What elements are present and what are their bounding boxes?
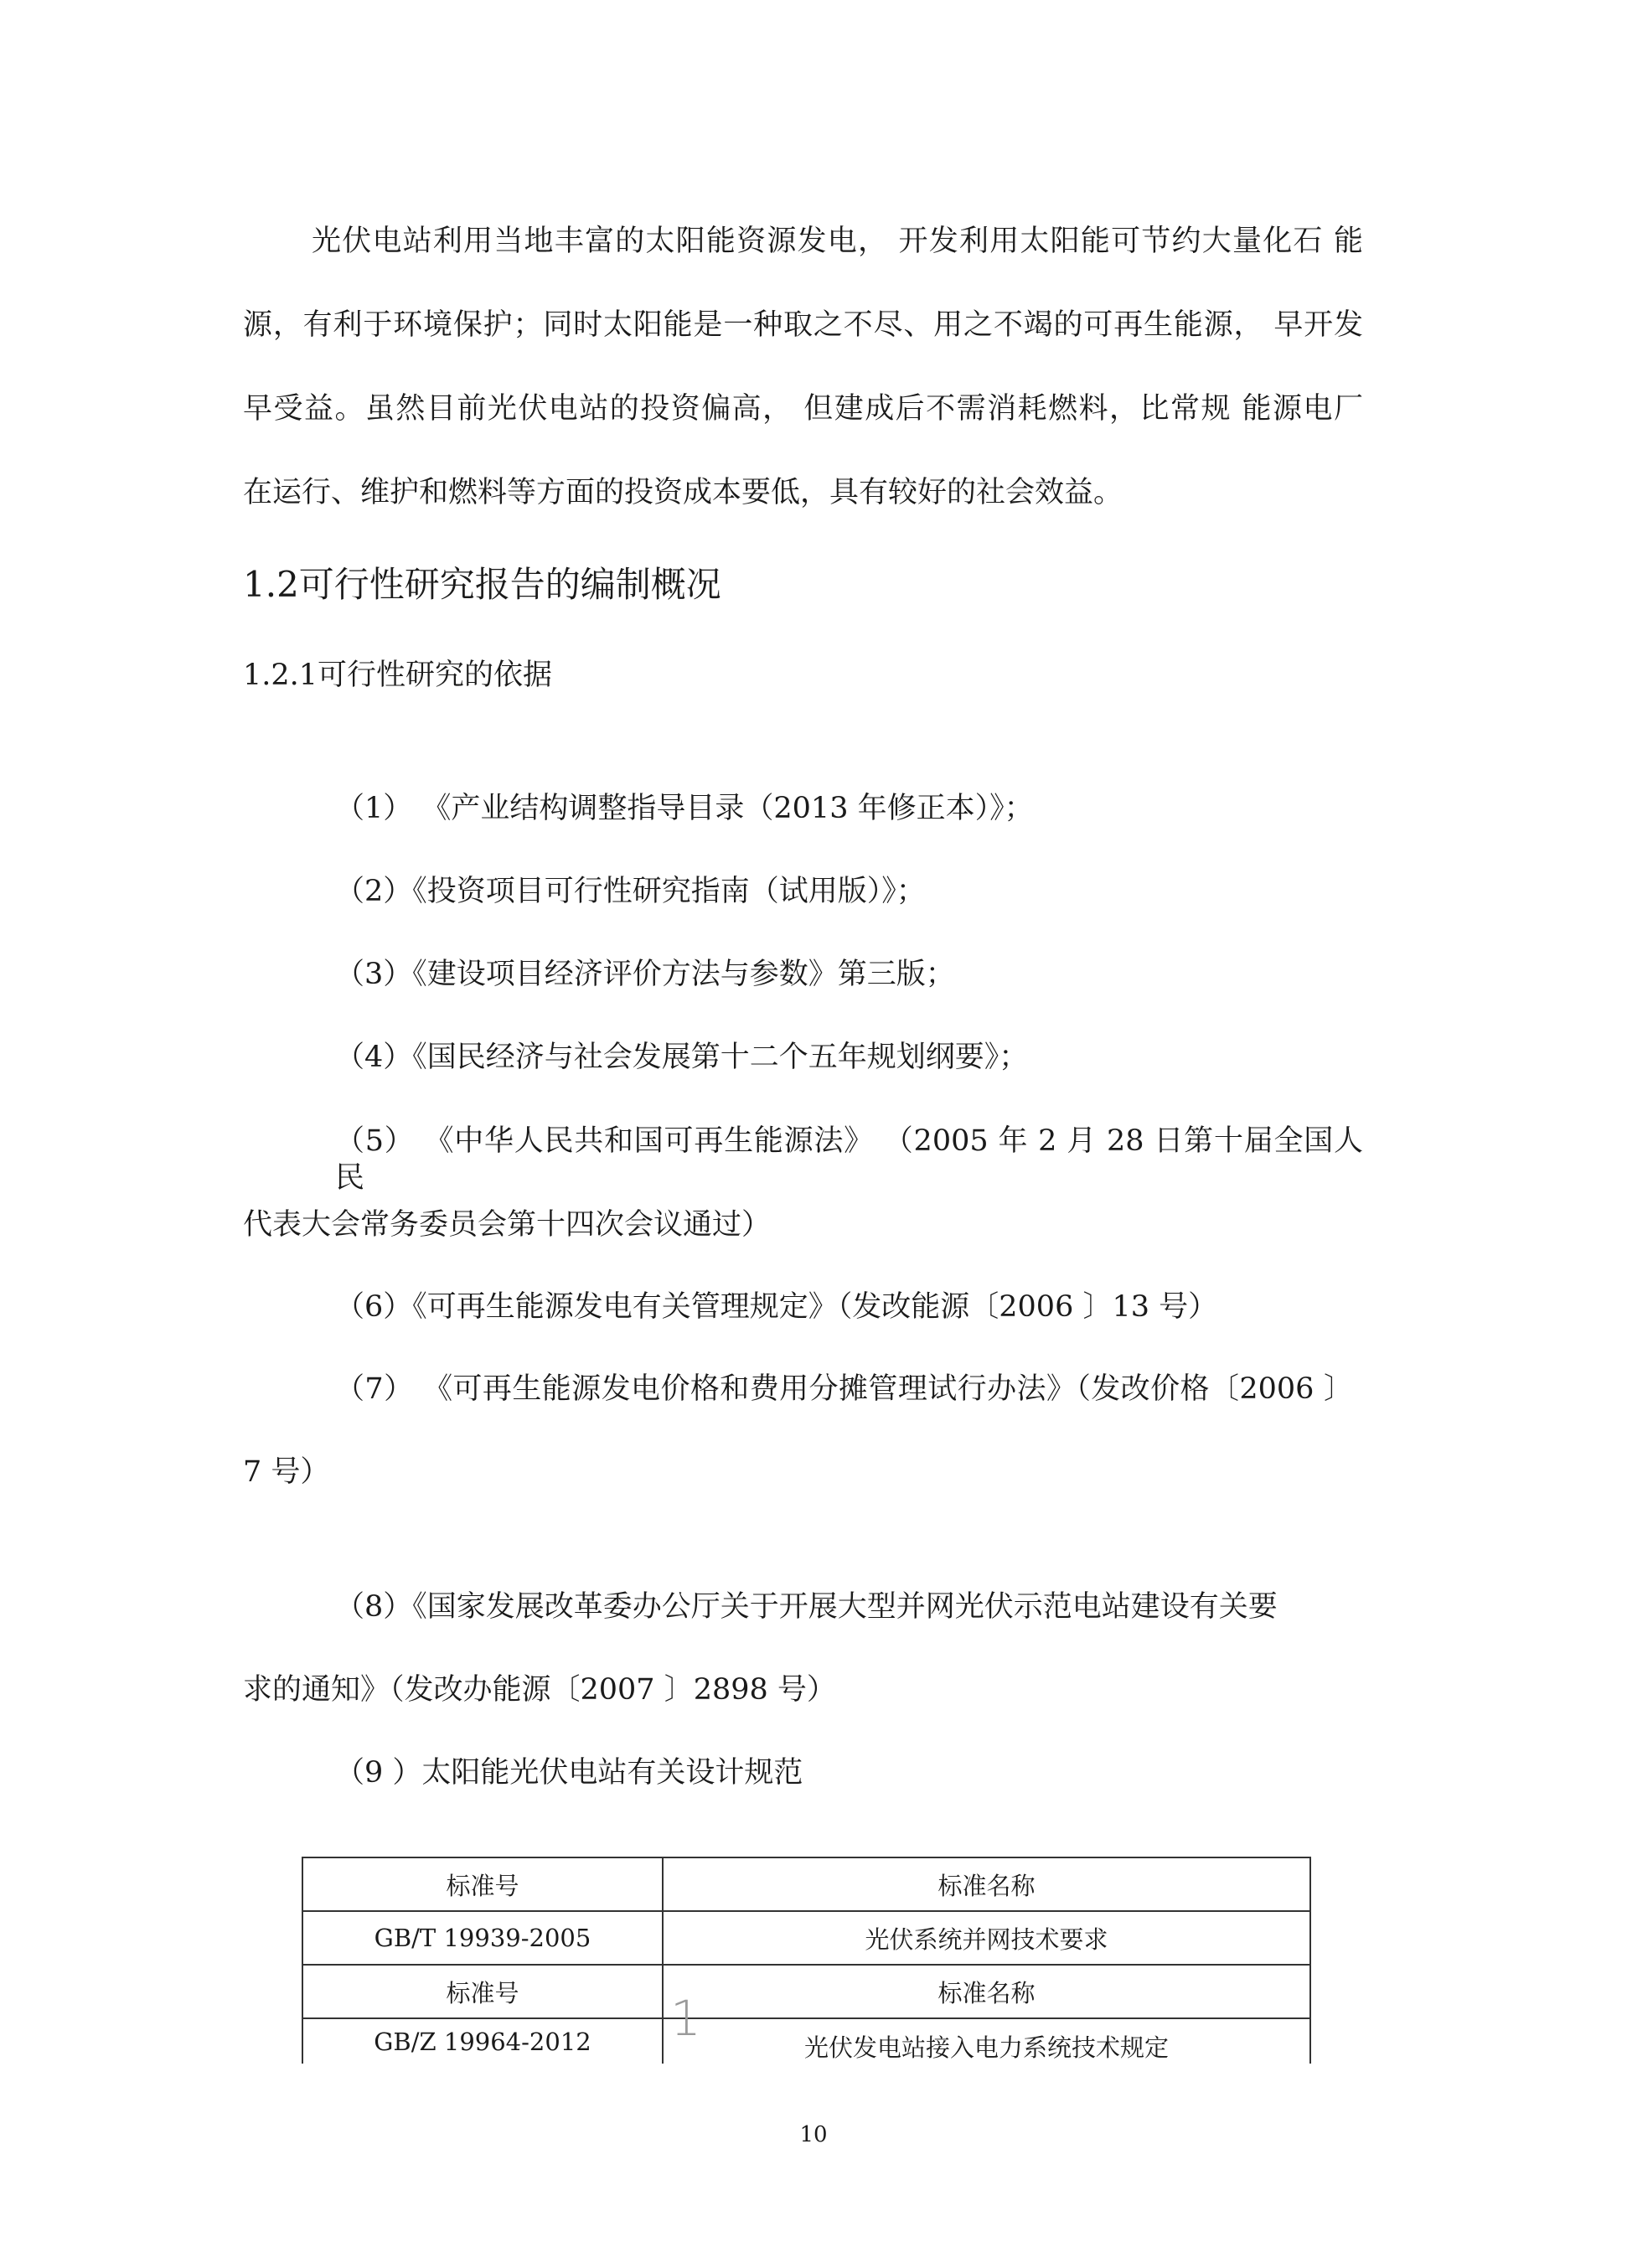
paragraph-line-4: 在运行、维护和燃料等方面的投资成本要低，具有较好的社会效益。 [243,476,1123,509]
overlay-marker: 1 [670,1990,701,2047]
section-subheading: 1.2.1可行性研究的依据 [243,659,553,692]
paragraph-line-2: 源，有利于环境保护；同时太阳能是一种取之不尽、用之不竭的可再生能源， 早开发 [243,308,1363,342]
table-row [302,1965,1310,2018]
basis-item-7-line-1: （7） 《可再生能源发电价格和费用分摊管理试行办法》（发改价格〔2006 〕 [335,1372,1353,1406]
basis-item-3: （3）《建设项目经济评价方法与参数》第三版； [335,958,955,991]
basis-item-4: （4）《国民经济与社会发展第十二个五年规划纲要》； [335,1041,1029,1074]
page-number: 10 [799,2122,828,2147]
basis-item-9: （9 ）太阳能光伏电站有关设计规范 [335,1756,803,1790]
table-cell-name: 标准名称 [663,1857,1310,1911]
section-heading: 1.2可行性研究报告的编制概况 [243,564,721,605]
table-cell-code: 标准号 [302,1857,663,1911]
basis-item-5-line-2: 代表大会常务委员会第十四次会议通过） [243,1208,772,1242]
basis-item-5-line-1: （5） 《中华人民共和国可再生能源法》 （2005 年 2 月 28 日第十届全国人 民 [335,1124,1363,1195]
table-row [302,1857,1310,1911]
table-cell-name: 光伏发电站接入电力系统技术规定 [663,2018,1310,2064]
basis-item-8-line-2: 求的通知》（发改办能源〔2007 〕2898 号） [243,1673,836,1707]
table-cell-name: 标准名称 [663,1965,1310,2018]
basis-item-7-line-2: 7 号） [243,1455,330,1489]
table-cell-code: GB/Z 19964-2012 [302,2018,663,2064]
paragraph-line-3: 早受益。虽然目前光伏电站的投资偏高， 但建成后不需消耗燃料，比常规 能源电厂 [243,392,1363,426]
standards-table [302,1857,1311,2064]
basis-item-8-line-1: （8）《国家发展改革委办公厅关于开展大型并网光伏示范电站建设有关要 [335,1590,1278,1624]
paragraph-line-1: 光伏电站利用当地丰富的太阳能资源发电， 开发利用太阳能可节约大量化石 能 [312,225,1363,258]
table-row [302,1911,1310,1965]
table-cell-code: 标准号 [302,1965,663,2018]
basis-item-2: （2）《投资项目可行性研究指南（试用版）》； [335,875,926,908]
table-cell-name: 光伏系统并网技术要求 [663,1911,1310,1965]
table-row [302,2018,1310,2064]
table-cell-code: GB/T 19939-2005 [302,1911,663,1965]
basis-item-1: （1） 《产业结构调整指导目录（2013 年修正本）》； [335,792,1034,825]
basis-item-6: （6）《可再生能源发电有关管理规定》（发改能源〔2006 〕13 号） [335,1290,1218,1324]
